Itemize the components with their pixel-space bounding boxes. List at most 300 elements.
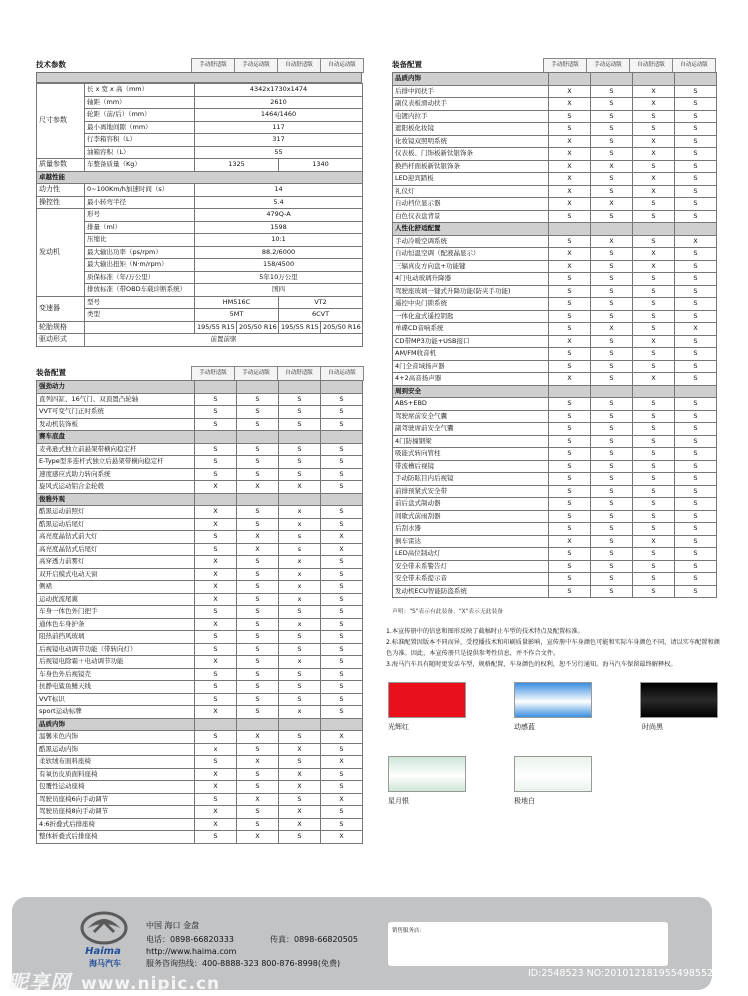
equip-left-title: 装备配置 bbox=[36, 368, 66, 377]
equip-value: S bbox=[591, 98, 633, 111]
equip-value: S bbox=[633, 360, 675, 373]
equip-item: 4+2高音扬声器 bbox=[393, 373, 549, 386]
section-title: 赛车底盘 bbox=[37, 431, 195, 444]
equip-value: S bbox=[675, 473, 717, 486]
equip-value: S bbox=[633, 423, 675, 436]
spec-value: 1325 bbox=[195, 159, 279, 172]
table-row bbox=[37, 781, 363, 794]
table-cell bbox=[549, 385, 591, 398]
color-swatch-blue bbox=[514, 682, 592, 718]
equip-value: S bbox=[675, 360, 717, 373]
equip-value: S bbox=[279, 393, 321, 406]
equip-item: 高穿透力前雾灯 bbox=[37, 556, 195, 569]
equip-value: S bbox=[549, 435, 591, 448]
table-row bbox=[37, 793, 363, 806]
table-cell bbox=[237, 718, 279, 731]
section-title: 卓越性能 bbox=[37, 171, 363, 184]
table-row bbox=[37, 506, 363, 519]
table-row bbox=[393, 85, 717, 98]
equip-value: S bbox=[195, 418, 237, 431]
trim-label: 自动舒适版 bbox=[629, 58, 673, 73]
equip-value: S bbox=[675, 510, 717, 523]
equip-value: S bbox=[675, 85, 717, 98]
table-row bbox=[393, 123, 717, 136]
table-cell bbox=[549, 223, 591, 236]
table-cell bbox=[195, 381, 237, 394]
equip-value: S bbox=[549, 573, 591, 586]
equip-value: S bbox=[591, 585, 633, 598]
table-cell bbox=[279, 493, 321, 506]
equip-value: S bbox=[675, 135, 717, 148]
equip-value: S bbox=[675, 335, 717, 348]
equip-value: S bbox=[321, 668, 363, 681]
equip-value: X bbox=[591, 160, 633, 173]
equip-value: S bbox=[591, 473, 633, 486]
spec-item: 型号 bbox=[85, 296, 195, 309]
equip-value: S bbox=[195, 793, 237, 806]
section-title: 品质内饰 bbox=[393, 73, 549, 86]
equip-value: S bbox=[321, 806, 363, 819]
equip-value: X bbox=[237, 793, 279, 806]
table-row bbox=[37, 393, 363, 406]
table-row bbox=[393, 585, 717, 598]
spec-item: 轴距（mm） bbox=[85, 96, 195, 109]
table-row bbox=[37, 418, 363, 431]
section-row bbox=[393, 73, 717, 86]
trim-label: 手动舒适版 bbox=[543, 58, 587, 73]
spec-item: 类型 bbox=[85, 309, 195, 322]
equip-item: 有氧仿皮质面料座椅 bbox=[37, 768, 195, 781]
table-row bbox=[37, 668, 363, 681]
equip-item: 驾驶席前安全气囊 bbox=[393, 410, 549, 423]
equip-value: X bbox=[549, 335, 591, 348]
table-cell bbox=[675, 223, 717, 236]
equip-value: S bbox=[321, 456, 363, 469]
equip-value: S bbox=[675, 285, 717, 298]
tech-band bbox=[36, 72, 362, 83]
table-row bbox=[393, 260, 717, 273]
section-title: 强劲动力 bbox=[37, 381, 195, 394]
section-row bbox=[393, 385, 717, 398]
table-cell bbox=[321, 493, 363, 506]
equip-item: 驾驶员座椅6向手动调节 bbox=[37, 793, 195, 806]
equip-item: 高亮度晶钻式后尾灯 bbox=[37, 543, 195, 556]
equip-value: S bbox=[321, 418, 363, 431]
equip-value: X bbox=[633, 98, 675, 111]
equip-value: S bbox=[549, 398, 591, 411]
equip-item: 后刮水器 bbox=[393, 523, 549, 536]
equip-value: S bbox=[675, 248, 717, 261]
equip-value: S bbox=[633, 573, 675, 586]
equip-value: S bbox=[633, 460, 675, 473]
equip-item: 安全带未系警告灯 bbox=[393, 560, 549, 573]
spec-value: 88.2/6000 bbox=[195, 246, 363, 259]
equip-value: X bbox=[237, 756, 279, 769]
equip-value: X bbox=[321, 793, 363, 806]
equip-value: S bbox=[675, 398, 717, 411]
equip-value: X bbox=[549, 260, 591, 273]
table-row bbox=[393, 560, 717, 573]
equip-value: S bbox=[549, 410, 591, 423]
equip-value: S bbox=[321, 568, 363, 581]
spec-value: 14 bbox=[195, 184, 363, 197]
table-row bbox=[393, 160, 717, 173]
spec-value: 4342x1730x1474 bbox=[195, 84, 363, 97]
section-title: 周到安全 bbox=[393, 385, 549, 398]
spec-value: 1464/1460 bbox=[195, 109, 363, 122]
equip-value: S bbox=[549, 548, 591, 561]
table-row bbox=[393, 135, 717, 148]
table-row bbox=[37, 518, 363, 531]
color-name: 光辉红 bbox=[388, 723, 409, 731]
equip-value: x bbox=[279, 618, 321, 631]
equip-value: X bbox=[549, 135, 591, 148]
equip-value: S bbox=[279, 406, 321, 419]
dealer-box bbox=[388, 922, 668, 966]
spec-item bbox=[85, 321, 195, 334]
equip-value: S bbox=[591, 448, 633, 461]
equip-value: S bbox=[633, 323, 675, 336]
section-title: 品质内饰 bbox=[37, 718, 195, 731]
spec-item: 长 x 宽 x 高（mm） bbox=[85, 84, 195, 97]
equip-value: S bbox=[195, 468, 237, 481]
equip-value: X bbox=[633, 373, 675, 386]
equip-value: S bbox=[321, 643, 363, 656]
trim-label: 手动舒适版 bbox=[191, 58, 235, 73]
table-row bbox=[393, 523, 717, 536]
equip-value: X bbox=[633, 335, 675, 348]
equip-value: S bbox=[591, 173, 633, 186]
equip-value: S bbox=[549, 235, 591, 248]
table-row bbox=[37, 543, 363, 556]
equip-value: S bbox=[279, 443, 321, 456]
equip-value: S bbox=[549, 498, 591, 511]
table-row bbox=[393, 273, 717, 286]
color-name: 极地白 bbox=[514, 797, 535, 805]
spec-value: 1598 bbox=[195, 221, 363, 234]
equip-value: S bbox=[321, 581, 363, 594]
equip-value: S bbox=[195, 756, 237, 769]
equip-value: X bbox=[549, 248, 591, 261]
table-row bbox=[37, 259, 363, 272]
table-row bbox=[37, 246, 363, 259]
equip-value: S bbox=[591, 560, 633, 573]
equip-item: 运动扰流尾翼 bbox=[37, 593, 195, 606]
equip-value: X bbox=[321, 756, 363, 769]
table-row bbox=[37, 209, 363, 222]
equip-value: S bbox=[237, 393, 279, 406]
spec-value: 55 bbox=[195, 146, 363, 159]
equip-item: 双开启模式电动天窗 bbox=[37, 568, 195, 581]
table-row bbox=[393, 535, 717, 548]
equip-item: 酷黑运动前照灯 bbox=[37, 506, 195, 519]
equip-value: X bbox=[633, 535, 675, 548]
equip-item: 换挡杆面板新钛银饰条 bbox=[393, 160, 549, 173]
equip-item: 副驾驶席前安全气囊 bbox=[393, 423, 549, 436]
table-cell bbox=[591, 223, 633, 236]
equip-value: X bbox=[279, 818, 321, 831]
equip-item: VVT可变气门正时系统 bbox=[37, 406, 195, 419]
trim-label: 手动运动版 bbox=[234, 366, 278, 381]
equip-left-table bbox=[36, 380, 363, 844]
equip-value: S bbox=[321, 481, 363, 494]
equip-item: 4:6折叠式后排座椅 bbox=[37, 818, 195, 831]
equip-item: 发动机装饰板 bbox=[37, 418, 195, 431]
equip-value: S bbox=[591, 260, 633, 273]
equip-value: S bbox=[549, 310, 591, 323]
equip-value: S bbox=[549, 285, 591, 298]
equip-value: S bbox=[321, 506, 363, 519]
table-row bbox=[393, 98, 717, 111]
equip-item: 遥控中央门锁系统 bbox=[393, 298, 549, 311]
equip-value: S bbox=[279, 756, 321, 769]
equip-item: 吸能式转向管柱 bbox=[393, 448, 549, 461]
equip-value: S bbox=[195, 543, 237, 556]
equip-value: S bbox=[549, 423, 591, 436]
equip-value: x bbox=[279, 581, 321, 594]
equip-value: S bbox=[633, 310, 675, 323]
spec-value: 国四 bbox=[195, 284, 363, 297]
equip-value: S bbox=[591, 535, 633, 548]
equip-value: S bbox=[321, 468, 363, 481]
equip-value: X bbox=[237, 481, 279, 494]
section-row bbox=[37, 381, 363, 394]
equip-value: X bbox=[675, 235, 717, 248]
equip-item: 整体折叠式后排座椅 bbox=[37, 831, 195, 844]
equip-value: S bbox=[675, 435, 717, 448]
equip-value: S bbox=[549, 510, 591, 523]
spec-value: 479Q-A bbox=[195, 209, 363, 222]
color-name: 星月银 bbox=[388, 797, 409, 805]
equip-value: S bbox=[549, 298, 591, 311]
equip-value: x bbox=[279, 506, 321, 519]
equip-item: 酷黑运动内饰 bbox=[37, 743, 195, 756]
equip-value: S bbox=[633, 273, 675, 286]
equip-item: 车身色外后视镜壳 bbox=[37, 668, 195, 681]
equip-value: S bbox=[591, 485, 633, 498]
table-cell bbox=[591, 385, 633, 398]
table-cell bbox=[279, 431, 321, 444]
equip-item: E-Type型多连杆式独立后悬架带横向稳定杆 bbox=[37, 456, 195, 469]
equip-value: S bbox=[195, 831, 237, 844]
table-row bbox=[393, 210, 717, 223]
table-cell bbox=[549, 73, 591, 86]
equip-item: 通体色车身护条 bbox=[37, 618, 195, 631]
equip-value: S bbox=[675, 273, 717, 286]
table-cell bbox=[237, 431, 279, 444]
equip-value: S bbox=[675, 410, 717, 423]
table-row bbox=[393, 310, 717, 323]
table-cell bbox=[321, 718, 363, 731]
equip-value: X bbox=[195, 768, 237, 781]
equip-value: S bbox=[195, 693, 237, 706]
tech-header bbox=[36, 58, 364, 73]
equip-value: S bbox=[237, 506, 279, 519]
equip-item: 后视镜电动调节功能（带转向灯） bbox=[37, 643, 195, 656]
spec-item: 最大输出功率（ps/rpm） bbox=[85, 246, 195, 259]
equip-value: S bbox=[633, 523, 675, 536]
spec-item: 0~100Km/h加速时间（s） bbox=[85, 184, 195, 197]
equip-item: 自动档位显示器 bbox=[393, 198, 549, 211]
equip-item: LED高位制动灯 bbox=[393, 548, 549, 561]
equip-value: x bbox=[279, 593, 321, 606]
equip-value: S bbox=[279, 831, 321, 844]
equip-value: S bbox=[591, 510, 633, 523]
table-row bbox=[37, 831, 363, 844]
equip-value: S bbox=[279, 631, 321, 644]
table-row bbox=[393, 285, 717, 298]
equip-value: S bbox=[237, 743, 279, 756]
table-row bbox=[37, 109, 363, 122]
equip-value: S bbox=[321, 681, 363, 694]
equip-value: S bbox=[633, 435, 675, 448]
spec-value: 10:1 bbox=[195, 234, 363, 247]
equip-value: S bbox=[279, 681, 321, 694]
equip-value: S bbox=[675, 98, 717, 111]
dealer-label: 销售服务店： bbox=[392, 928, 426, 934]
equip-item: 手动防眩目内后视镜 bbox=[393, 473, 549, 486]
section-row bbox=[37, 718, 363, 731]
table-row bbox=[393, 510, 717, 523]
equip-value: S bbox=[321, 406, 363, 419]
spec-value: 6CVT bbox=[279, 309, 363, 322]
table-row bbox=[37, 481, 363, 494]
color-swatch-red bbox=[388, 682, 466, 718]
equip-value: S bbox=[195, 456, 237, 469]
equip-value: x bbox=[279, 556, 321, 569]
equip-value: S bbox=[237, 768, 279, 781]
table-row bbox=[37, 656, 363, 669]
table-row bbox=[37, 334, 363, 347]
table-row bbox=[393, 460, 717, 473]
equip-value: S bbox=[237, 806, 279, 819]
equip-value: S bbox=[633, 235, 675, 248]
table-row bbox=[393, 235, 717, 248]
equip-value: S bbox=[675, 348, 717, 361]
spec-item: 形号 bbox=[85, 209, 195, 222]
equip-value: S bbox=[549, 448, 591, 461]
equip-value: S bbox=[237, 781, 279, 794]
equip-right-table bbox=[392, 72, 717, 598]
equip-value: X bbox=[321, 531, 363, 544]
table-row bbox=[393, 148, 717, 161]
equip-item: LED迎宾踏板 bbox=[393, 173, 549, 186]
equip-value: X bbox=[237, 543, 279, 556]
equip-value: S bbox=[591, 335, 633, 348]
equip-value: S bbox=[195, 393, 237, 406]
table-row bbox=[37, 593, 363, 606]
equip-item: 侧裙 bbox=[37, 581, 195, 594]
equip-value: S bbox=[675, 460, 717, 473]
equip-item: 车身一体色外门把手 bbox=[37, 606, 195, 619]
table-row bbox=[37, 271, 363, 284]
equip-value: S bbox=[279, 693, 321, 706]
equip-value: S bbox=[633, 585, 675, 598]
section-row bbox=[37, 493, 363, 506]
table-row bbox=[37, 606, 363, 619]
equip-value: X bbox=[549, 185, 591, 198]
equip-value: S bbox=[675, 173, 717, 186]
equip-value: S bbox=[675, 485, 717, 498]
equip-item: 4门电动玻璃升降器 bbox=[393, 273, 549, 286]
table-row bbox=[37, 693, 363, 706]
equip-value: S bbox=[237, 618, 279, 631]
equip-value: S bbox=[675, 160, 717, 173]
footnotes bbox=[386, 626, 726, 670]
trim-label: 自动运动版 bbox=[672, 58, 716, 73]
equip-item: 前后盘式制动器 bbox=[393, 498, 549, 511]
equip-item: 三辐真皮方向盘+功能键 bbox=[393, 260, 549, 273]
equip-value: S bbox=[591, 110, 633, 123]
equip-value: S bbox=[591, 310, 633, 323]
table-row bbox=[37, 96, 363, 109]
equip-item: 包覆性运动座椅 bbox=[37, 781, 195, 794]
spec-value: 5MT bbox=[195, 309, 279, 322]
phone: 电话：0898-66820333 bbox=[146, 935, 234, 944]
equip-item: 副仪表板滑动扶手 bbox=[393, 98, 549, 111]
website-link[interactable]: http://www.haima.com bbox=[146, 947, 237, 956]
table-row bbox=[37, 706, 363, 719]
equip-item: 礼仪灯 bbox=[393, 185, 549, 198]
equip-value: X bbox=[279, 781, 321, 794]
equip-value: X bbox=[195, 593, 237, 606]
color-name: 动感蓝 bbox=[514, 723, 535, 731]
trim-label: 自动舒适版 bbox=[277, 366, 321, 381]
equip-value: X bbox=[279, 743, 321, 756]
table-row bbox=[37, 196, 363, 209]
equip-value: S bbox=[591, 185, 633, 198]
equip-value: S bbox=[591, 273, 633, 286]
watermark-url: www.nipic.cn bbox=[81, 974, 221, 994]
group-label: 轮胎规格 bbox=[37, 321, 85, 334]
equip-value: S bbox=[675, 423, 717, 436]
table-row bbox=[393, 110, 717, 123]
equip-value: S bbox=[633, 498, 675, 511]
equip-value: S bbox=[675, 148, 717, 161]
equip-value: X bbox=[675, 323, 717, 336]
table-row bbox=[393, 373, 717, 386]
equip-value: S bbox=[675, 185, 717, 198]
equip-value: S bbox=[675, 448, 717, 461]
equip-value: S bbox=[195, 406, 237, 419]
equip-value: S bbox=[591, 435, 633, 448]
equip-value: S bbox=[549, 323, 591, 336]
equip-item: 遮阳板化妆镜 bbox=[393, 123, 549, 136]
equip-value: X bbox=[237, 731, 279, 744]
spec-value: 195/55 R15 bbox=[195, 321, 237, 334]
equip-value: S bbox=[549, 210, 591, 223]
equip-value: S bbox=[591, 360, 633, 373]
spec-value: 205/50 R16 bbox=[321, 321, 363, 334]
equip-value: X bbox=[195, 506, 237, 519]
equip-value: S bbox=[591, 398, 633, 411]
equip-value: S bbox=[675, 210, 717, 223]
equip-value: S bbox=[591, 123, 633, 136]
group-label: 质量参数 bbox=[37, 159, 85, 172]
color-swatch-black bbox=[640, 682, 718, 718]
equip-value: S bbox=[195, 443, 237, 456]
equip-value: S bbox=[195, 668, 237, 681]
equip-value: X bbox=[549, 198, 591, 211]
table-row bbox=[393, 485, 717, 498]
equip-item: 4门全音域扬声器 bbox=[393, 360, 549, 373]
equip-value: X bbox=[549, 173, 591, 186]
equip-value: X bbox=[237, 531, 279, 544]
footnote: 3.海马汽车具有随时更发话车型，规格配置，车身颜色的权利，恕不另行通知。海马汽车保留最终解释权。 bbox=[386, 661, 677, 668]
equip-value: S bbox=[633, 560, 675, 573]
equip-value: S bbox=[237, 706, 279, 719]
equip-value: S bbox=[633, 548, 675, 561]
